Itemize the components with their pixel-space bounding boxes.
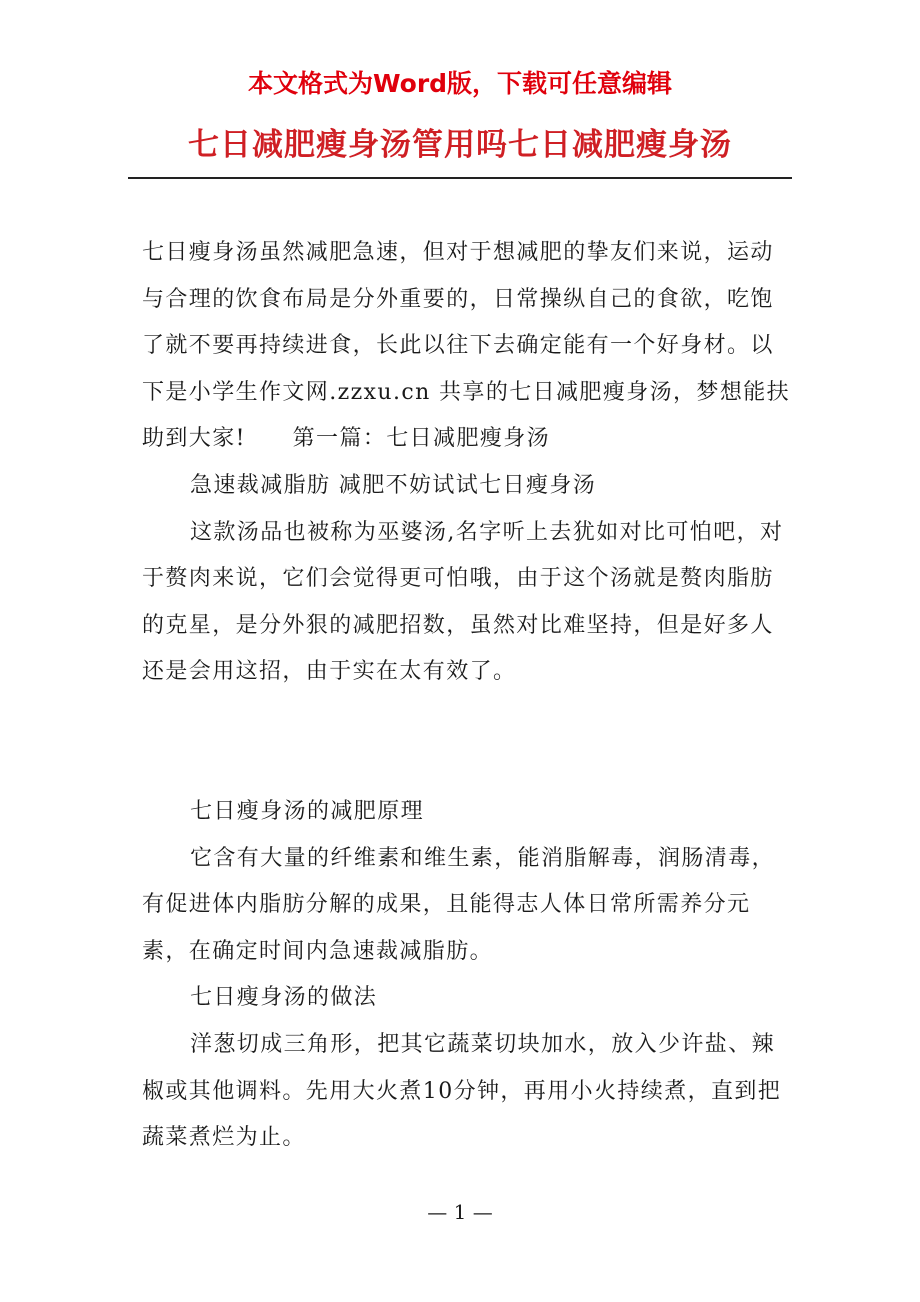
witch-soup-paragraph: 这款汤品也被称为巫婆汤,名字听上去犹如对比可怕吧，对于赘肉来说，它们会觉得更可怕哦，由于这个汤就是赘肉脂肪的克星，是分外狠的减肥招数，虽然对比难坚持，但是好多人还是会用这招，由于实在太有效了。 <box>142 519 784 685</box>
paragraph-gap <box>142 696 792 789</box>
document-body <box>142 230 792 1162</box>
page-number: — 1 — <box>427 1200 493 1224</box>
document-title: 七日减肥瘦身汤管用吗七日减肥瘦身汤 <box>188 127 732 163</box>
format-notice: 本文格式为Word版，下载可任意编辑 <box>247 69 673 98</box>
principle-paragraph: 它含有大量的纤维素和维生素，能消脂解毒，润肠清毒，有促进体内脂肪分解的成果，且能得志人体日常所需养分元素，在确定时间内急速裁减脂肪。 <box>142 845 776 964</box>
method-paragraph: 洋葱切成三角形，把其它蔬菜切块加水，放入少许盐、辣椒或其他调料。先用大火煮10分钟，再用小火持续煮，直到把蔬菜煮烂为止。 <box>142 1031 782 1151</box>
method-heading: 七日瘦身汤的做法 <box>190 985 378 1011</box>
title-divider <box>128 177 792 179</box>
principle-heading: 七日瘦身汤的减肥原理 <box>190 798 425 824</box>
section-subtitle: 急速裁减脂肪 减肥不妨试试七日瘦身汤 <box>190 472 597 498</box>
intro-paragraph: 七日瘦身汤虽然减肥急速，但对于想减肥的挚友们来说，运动与合理的饮食布局是分外重要的，日常操纵自己的食欲，吃饱了就不要再持续进食，长此以往下去确定能有一个好身材。以下是小学生作文网.zzxu.cn 共享的七日减肥瘦身汤，梦想能扶助到大家! 第一篇：七日减肥瘦身汤 <box>142 240 791 452</box>
